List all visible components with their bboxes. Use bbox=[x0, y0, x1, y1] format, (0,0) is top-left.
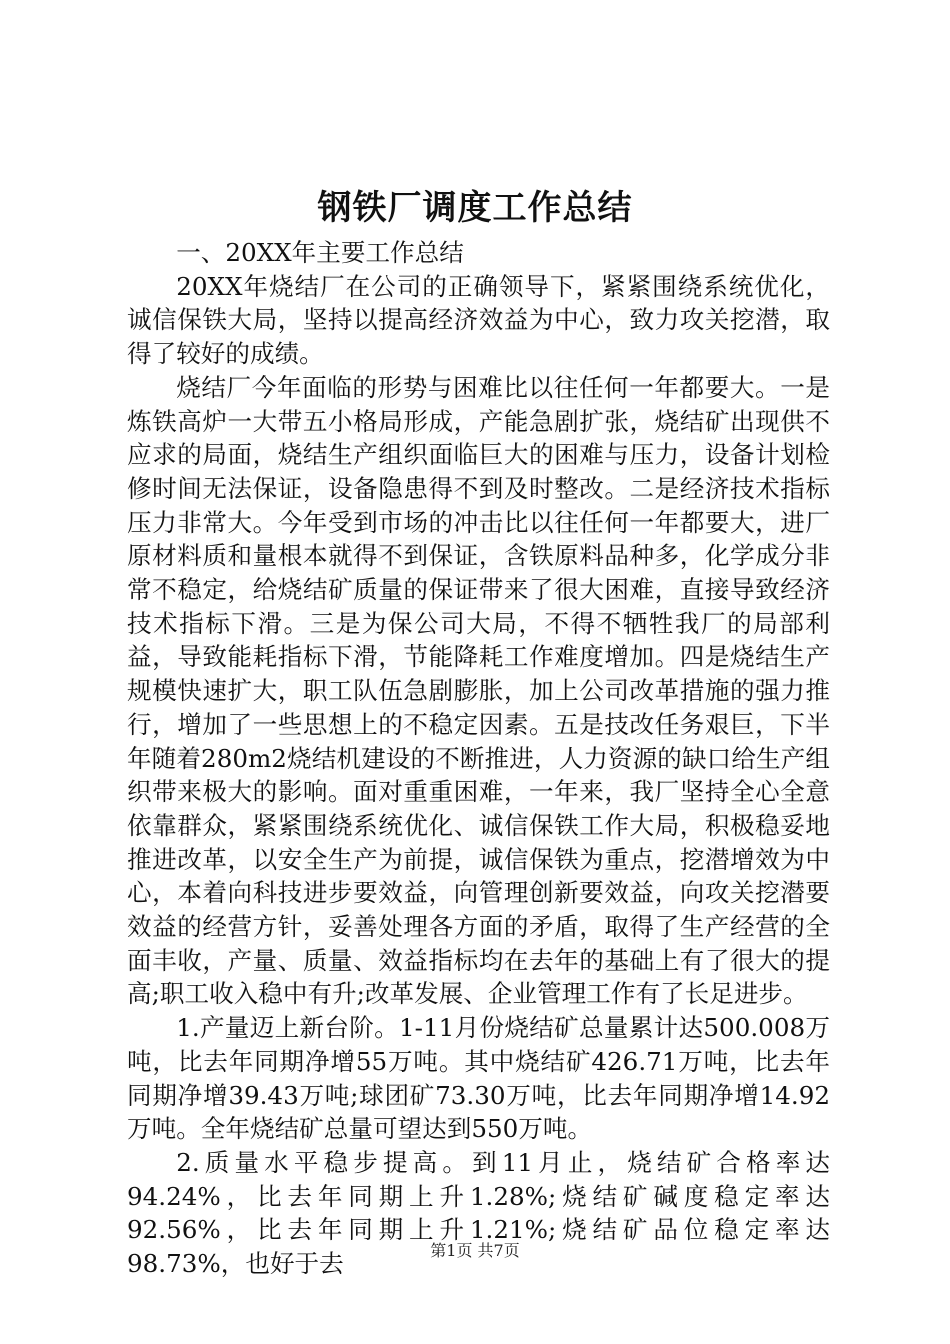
paragraph-quality: 2.质量水平稳步提高。到11月止，烧结矿合格率达94.24%，比去年同期上升1.28%;烧结矿碱度稳定率达92.56%，比去年同期上升1.21%;烧结矿品位稳定率达98.73%，也好于去 bbox=[127, 1147, 830, 1279]
paragraph-intro: 20XX年烧结厂在公司的正确领导下，紧紧围绕系统优化，诚信保铁大局，坚持以提高经济效益为中心，致力攻关挖潜，取得了较好的成绩。 bbox=[127, 271, 830, 369]
document-body bbox=[127, 236, 830, 1281]
paragraph-output: 1.产量迈上新台阶。1-11月份烧结矿总量累计达500.008万吨，比去年同期净增55万吨。其中烧结矿426.71万吨，比去年同期净增39.43万吨;球团矿73.30万吨，比去年同期净增14.92万吨。全年烧结矿总量可望达到550万吨。 bbox=[127, 1013, 830, 1144]
document-title: 钢铁厂调度工作总结 bbox=[317, 188, 633, 228]
page-footer: 第1页 共7页 bbox=[430, 1241, 520, 1260]
section-heading: 一、20XX年主要工作总结 bbox=[176, 238, 464, 267]
paragraph-situation: 烧结厂今年面临的形势与困难比以往任何一年都要大。一是炼铁高炉一大带五小格局形成，产能急剧扩张，烧结矿出现供不应求的局面，烧结生产组织面临巨大的困难与压力，设备计划检修时间无法保证，设备隐患得不到及时整改。二是经济技术指标压力非常大。今年受到市场的冲击比以往任何一年都要大，进厂原材料质和量根本就得不到保证，含铁原料品种多，化学成分非常不稳定，给烧结矿质量的保证带来了很大困难，直接导致经济技术指标下滑。三是为保公司大局，不得不牺牲我厂的局部利益，导致能耗指标下滑，节能降耗工作难度增加。四是烧结生产规模快速扩大，职工队伍急剧膨胀，加上公司改革措施的强力推行，增加了一些思想上的不稳定因素。五是技改任务艰巨，下半年随着280m2烧结机建设的不断推进，人力资源的缺口给生产组织带来极大的影响。面对重重困难，一年来，我厂坚持全心全意依靠群众，紧紧围绕系统优化、诚信保铁工作大局，积极稳妥地推进改革，以安全生产为前提，诚信保铁为重点，挖潜增效为中心，本着向科技进步要效益，向管理创新要效益，向攻关挖潜要效益的经营方针，妥善处理各方面的矛盾，取得了生产经营的全面丰收，产量、质量、效益指标均在去年的基础上有了很大的提高;职工收入稳中有升;改革发展、企业管理工作有了长足进步。 bbox=[127, 372, 830, 1009]
